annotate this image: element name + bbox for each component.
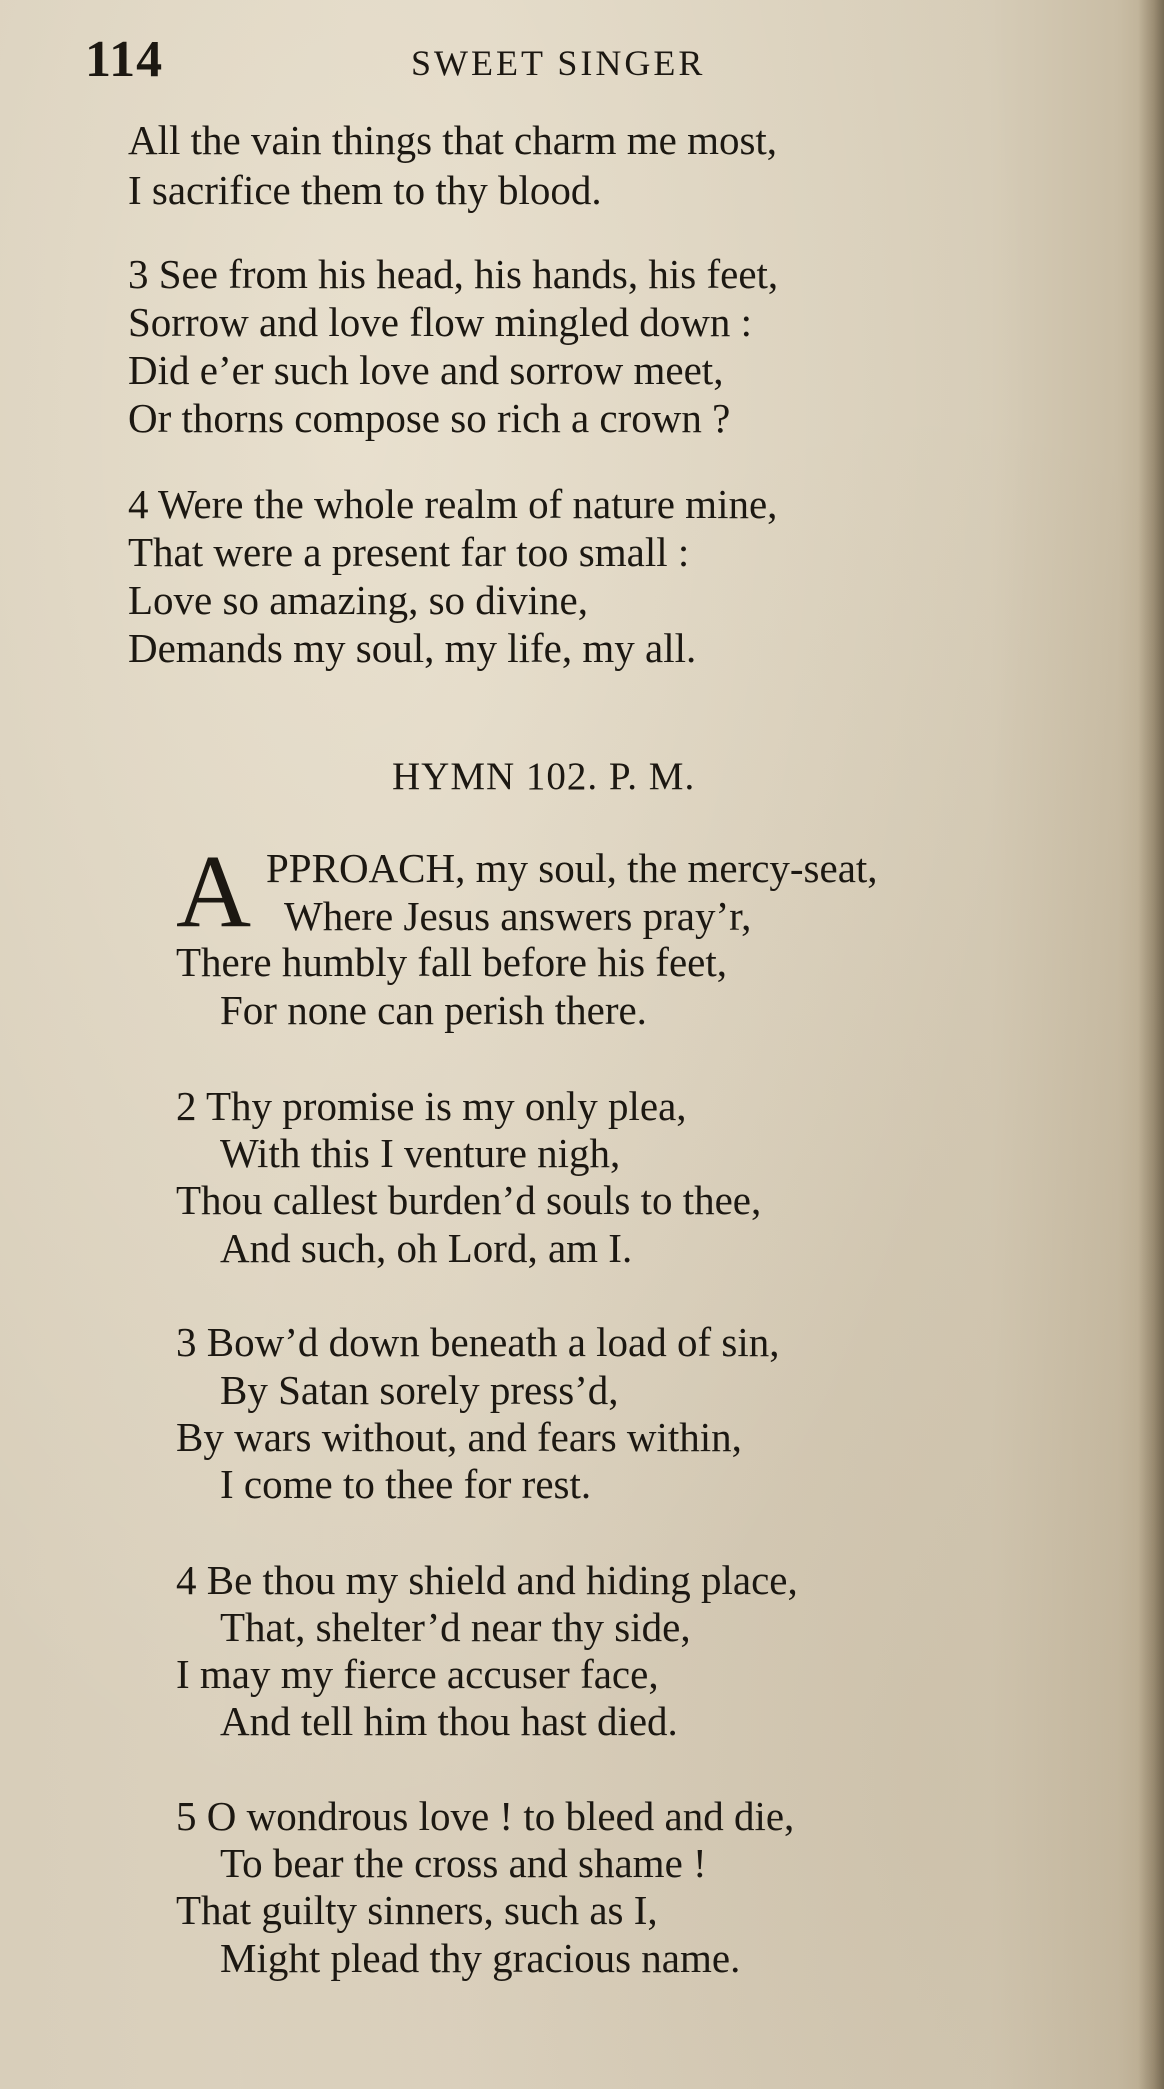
verse-line: That, shelter’d near thy side, bbox=[220, 1604, 691, 1650]
verse-line: By wars without, and fears within, bbox=[176, 1414, 742, 1460]
verse-line: There humbly fall before his feet, bbox=[176, 939, 727, 985]
running-head bbox=[85, 30, 1085, 100]
verse-line: Thou callest burden’d souls to thee, bbox=[176, 1177, 762, 1223]
verse-line: Did e’er such love and sorrow meet, bbox=[128, 347, 724, 393]
verse-line: PPROACH, my soul, the mercy-seat, bbox=[266, 845, 878, 891]
verse-line: I come to thee for rest. bbox=[220, 1461, 592, 1507]
verse-line: Demands my soul, my life, my all. bbox=[128, 625, 697, 671]
book-title: SWEET SINGER bbox=[411, 43, 706, 83]
verse-line: I may my fierce accuser face, bbox=[176, 1651, 659, 1697]
verse-line: And such, oh Lord, am I. bbox=[220, 1225, 633, 1271]
page-number: 114 bbox=[85, 31, 164, 88]
verse-line: 4 Be thou my shield and hiding place, bbox=[176, 1557, 798, 1603]
verse-line: Where Jesus answers pray’r, bbox=[284, 893, 752, 939]
verse-line: All the vain things that charm me most, bbox=[128, 117, 778, 163]
verse-line: 3 Bow’d down beneath a load of sin, bbox=[176, 1319, 780, 1365]
verse-line: That guilty sinners, such as I, bbox=[176, 1887, 658, 1933]
verse-line: By Satan sorely press’d, bbox=[220, 1367, 619, 1413]
verse-line: 4 Were the whole realm of nature mine, bbox=[128, 481, 778, 527]
verse-line: Love so amazing, so divine, bbox=[128, 577, 589, 623]
verse-line: That were a present far too small : bbox=[128, 529, 690, 575]
verse-line: 2 Thy promise is my only plea, bbox=[176, 1083, 687, 1129]
drop-cap: A bbox=[176, 834, 252, 949]
verse-line: 5 O wondrous love ! to bleed and die, bbox=[176, 1793, 795, 1839]
verse-line: For none can perish there. bbox=[220, 987, 647, 1033]
verse-line: Sorrow and love flow mingled down : bbox=[128, 299, 753, 345]
verse-line: With this I venture nigh, bbox=[220, 1130, 621, 1176]
page-edge-shadow bbox=[1138, 0, 1164, 2089]
verse-line: Might plead thy gracious name. bbox=[220, 1935, 741, 1981]
hymn-heading: HYMN 102. P. M. bbox=[392, 755, 696, 798]
verse-line: I sacrifice them to thy blood. bbox=[128, 167, 602, 213]
verse-line: To bear the cross and shame ! bbox=[220, 1840, 707, 1886]
verse-line: Or thorns compose so rich a crown ? bbox=[128, 395, 731, 441]
verse-line: And tell him thou hast died. bbox=[220, 1698, 678, 1744]
verse-line: 3 See from his head, his hands, his feet, bbox=[128, 251, 779, 297]
